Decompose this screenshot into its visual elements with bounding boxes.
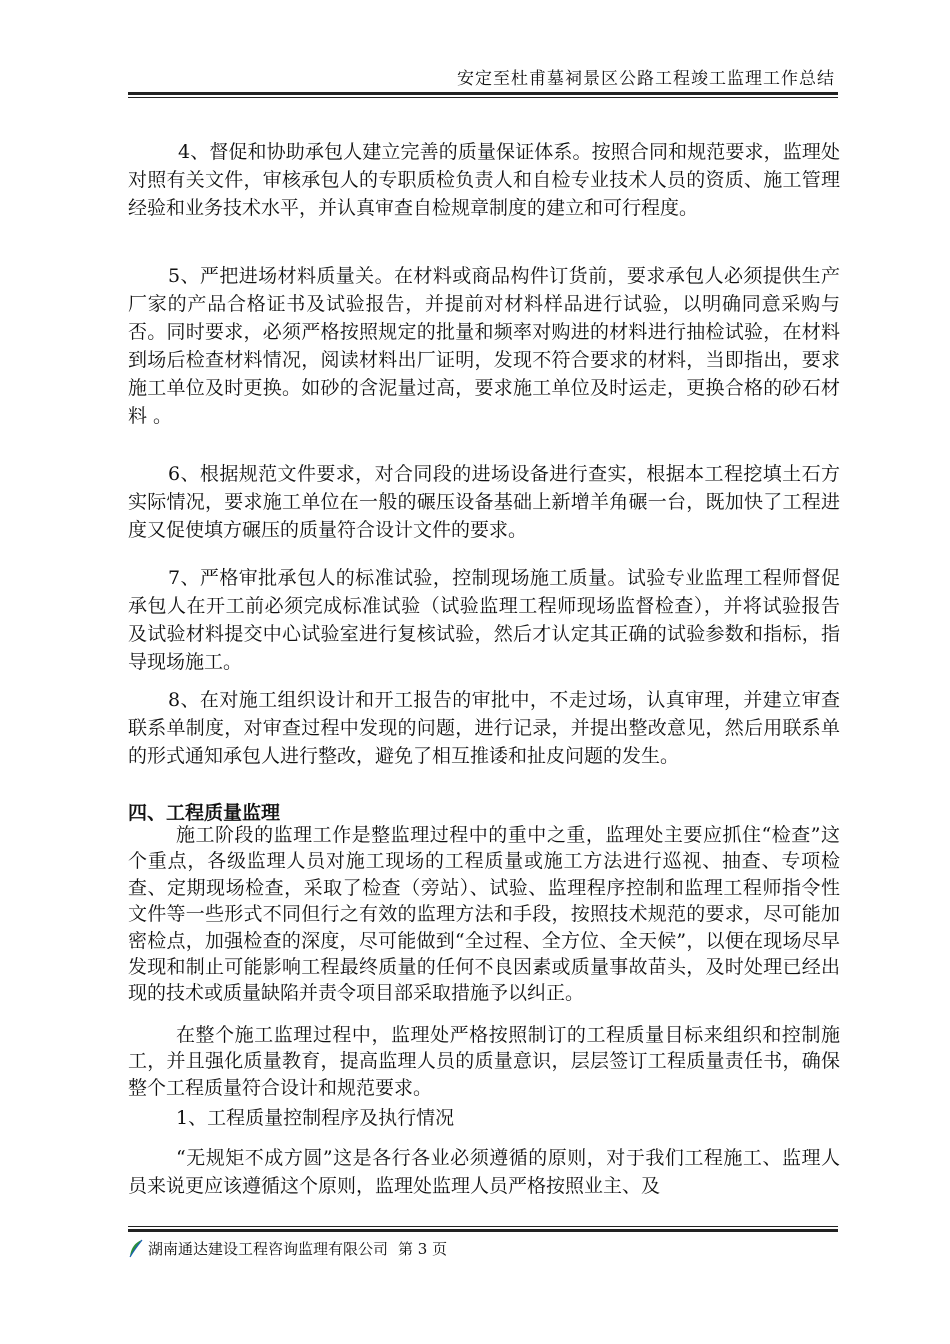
paragraph-item-8: 8、在对施工组织设计和开工报告的审批中，不走过场，认真审理，并建立审查联系单制度，对审查过程中发现的问题，进行记录，并提出整改意见，然后用联系单的形式通知承包人进行整改，避免了相互推诿和扯皮问题的发生。 [128, 689, 840, 767]
paragraph-item-6: 6、根据规范文件要求，对合同段的进场设备进行查实，根据本工程挖填土石方实际情况，要求施工单位在一般的碾压设备基础上新增羊角碾一台，既加快了工程进度又促使填方碾压的质量符合设计文件的要求。 [128, 463, 840, 541]
subsection-heading-1: 1、工程质量控制程序及执行情况 [176, 1107, 455, 1129]
footer-page-number: 第 3 页 [398, 1240, 448, 1258]
footer-divider [128, 1226, 838, 1232]
header-divider [128, 92, 838, 98]
page-header-title: 安定至杜甫墓祠景区公路工程竣工监理工作总结 [457, 69, 835, 89]
footer-company-name: 湖南通达建设工程咨询监理有限公司 [148, 1240, 389, 1258]
subsection-paragraph-1: “无规矩不成方圆”这是各行各业必须遵循的原则，对于我们工程施工、监理人员来说更应该遵循这个原则，监理处监理人员严格按照业主、及 [128, 1147, 840, 1197]
feather-logo-icon [128, 1239, 144, 1259]
paragraph-item-4: 4、督促和协助承包人建立完善的质量保证体系。按照合同和规范要求，监理处对照有关文件，审核承包人的专职质检负责人和自检专业技术人员的资质、施工管理经验和业务技术水平，并认真审查自检规章制度的建立和可行程度。 [128, 141, 840, 219]
paragraph-item-7: 7、严格审批承包人的标准试验，控制现场施工质量。试验专业监理工程师督促承包人在开工前必须完成标准试验（试验监理工程师现场监督检查），并将试验报告及试验材料提交中心试验室进行复核试验，然后才认定其正确的试验参数和指标，指导现场施工。 [128, 567, 840, 673]
section-heading-quality-supervision: 四、工程质量监理 [128, 802, 281, 824]
section-paragraph-2: 在整个施工监理过程中，监理处严格按照制订的工程质量目标来组织和控制施工，并且强化质量教育，提高监理人员的质量意识，层层签订工程质量责任书，确保整个工程质量符合设计和规范要求。 [128, 1024, 840, 1099]
page-footer [128, 1238, 447, 1259]
paragraph-item-5: 5、严把进场材料质量关。在材料或商品构件订货前，要求承包人必须提供生产厂家的产品合格证书及试验报告，并提前对材料样品进行试验，以明确同意采购与否。同时要求，必须严格按照规定的批量和频率对购进的材料进行抽检试验，在材料到场后检查材料情况，阅读材料出厂证明，发现不符合要求的材料，当即指出，要求施工单位及时更换。如砂的含泥量过高，要求施工单位及时运走，更换合格的砂石材料 。 [128, 265, 840, 427]
section-paragraph-1: 施工阶段的监理工作是整监理过程中的重中之重，监理处主要应抓住“检查”这个重点，各级监理人员对施工现场的工程质量或施工方法进行巡视、抽查、专项检查、定期现场检查，采取了检查（旁站）、试验、监理程序控制和监理工程师指令性文件等一些形式不同但行之有效的监理方法和手段，按照技术规范的要求，尽可能加密检点，加强检查的深度，尽可能做到“全过程、全方位、全天候”，以便在现场尽早发现和制止可能影响工程最终质量的任何不良因素或质量事故苗头，及时处理已经出现的技术或质量缺陷并责令项目部采取措施予以纠正。 [128, 824, 840, 1005]
